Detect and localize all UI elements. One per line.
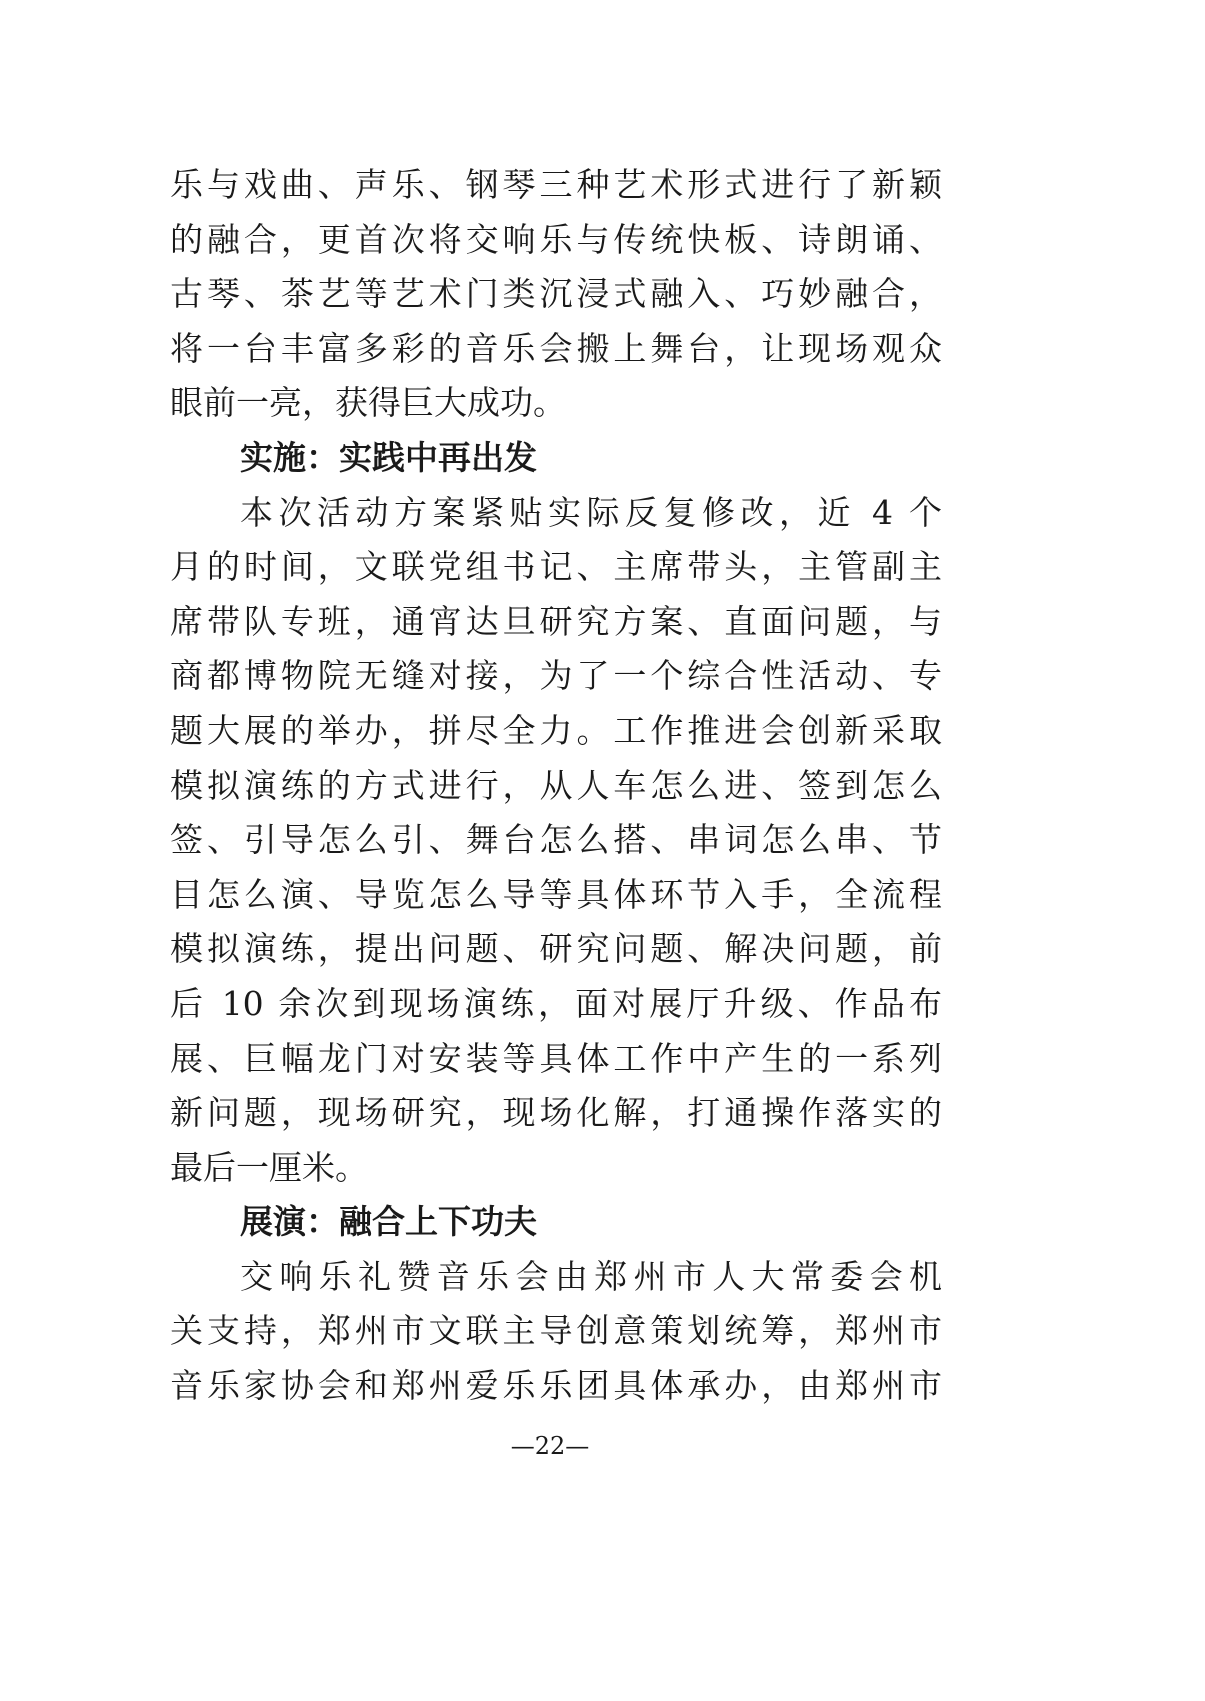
paragraph-line: 模拟演练，提出问题、研究问题、解决问题，前 [170, 929, 942, 969]
section-heading: 展演：融合上下功夫 [240, 1202, 537, 1242]
paragraph-line: 音乐家协会和郑州爱乐乐团具体承办，由郑州市 [170, 1366, 942, 1406]
paragraph-line: 席带队专班，通宵达旦研究方案、直面问题，与 [170, 601, 942, 641]
paragraph-line: 本次活动方案紧贴实际反复修改，近 4 个 [240, 492, 942, 532]
paragraph-line: 模拟演练的方式进行，从人车怎么进、签到怎么 [170, 765, 942, 805]
paragraph-line: 乐与戏曲、声乐、钢琴三种艺术形式进行了新颖 [170, 165, 942, 204]
paragraph-line: 签、引导怎么引、舞台怎么搭、串词怎么串、节 [170, 820, 942, 860]
paragraph-line: 后 10 余次到现场演练，面对展厅升级、作品布 [170, 983, 942, 1023]
paragraph-line: 的融合，更首次将交响乐与传统快板、诗朗诵、 [170, 219, 942, 259]
paragraph-line: 关支持，郑州市文联主导创意策划统筹，郑州市 [170, 1311, 942, 1351]
paragraph-line: 交响乐礼赞音乐会由郑州市人大常委会机 [240, 1256, 942, 1296]
paragraph-line: 商都博物院无缝对接，为了一个综合性活动、专 [170, 656, 942, 696]
page-number: —22— [510, 1432, 590, 1460]
document-body [170, 158, 942, 1414]
section-heading: 实施：实践中再出发 [240, 437, 537, 477]
paragraph-line: 题大展的举办，拼尽全力。工作推进会创新采取 [170, 710, 942, 750]
paragraph-line: 将一台丰富多彩的音乐会搬上舞台，让现场观众 [170, 328, 942, 368]
paragraph-line: 眼前一亮，获得巨大成功。 [170, 383, 566, 423]
paragraph-line: 目怎么演、导览怎么导等具体环节入手，全流程 [170, 874, 942, 914]
paragraph-line: 新问题，现场研究，现场化解，打通操作落实的 [170, 1093, 942, 1133]
paragraph-line: 古琴、茶艺等艺术门类沉浸式融入、巧妙融合， [170, 274, 942, 314]
paragraph-line: 最后一厘米。 [170, 1147, 368, 1187]
paragraph-line: 展、巨幅龙门对安装等具体工作中产生的一系列 [170, 1038, 942, 1078]
paragraph-line: 月的时间，文联党组书记、主席带头，主管副主 [170, 547, 942, 587]
